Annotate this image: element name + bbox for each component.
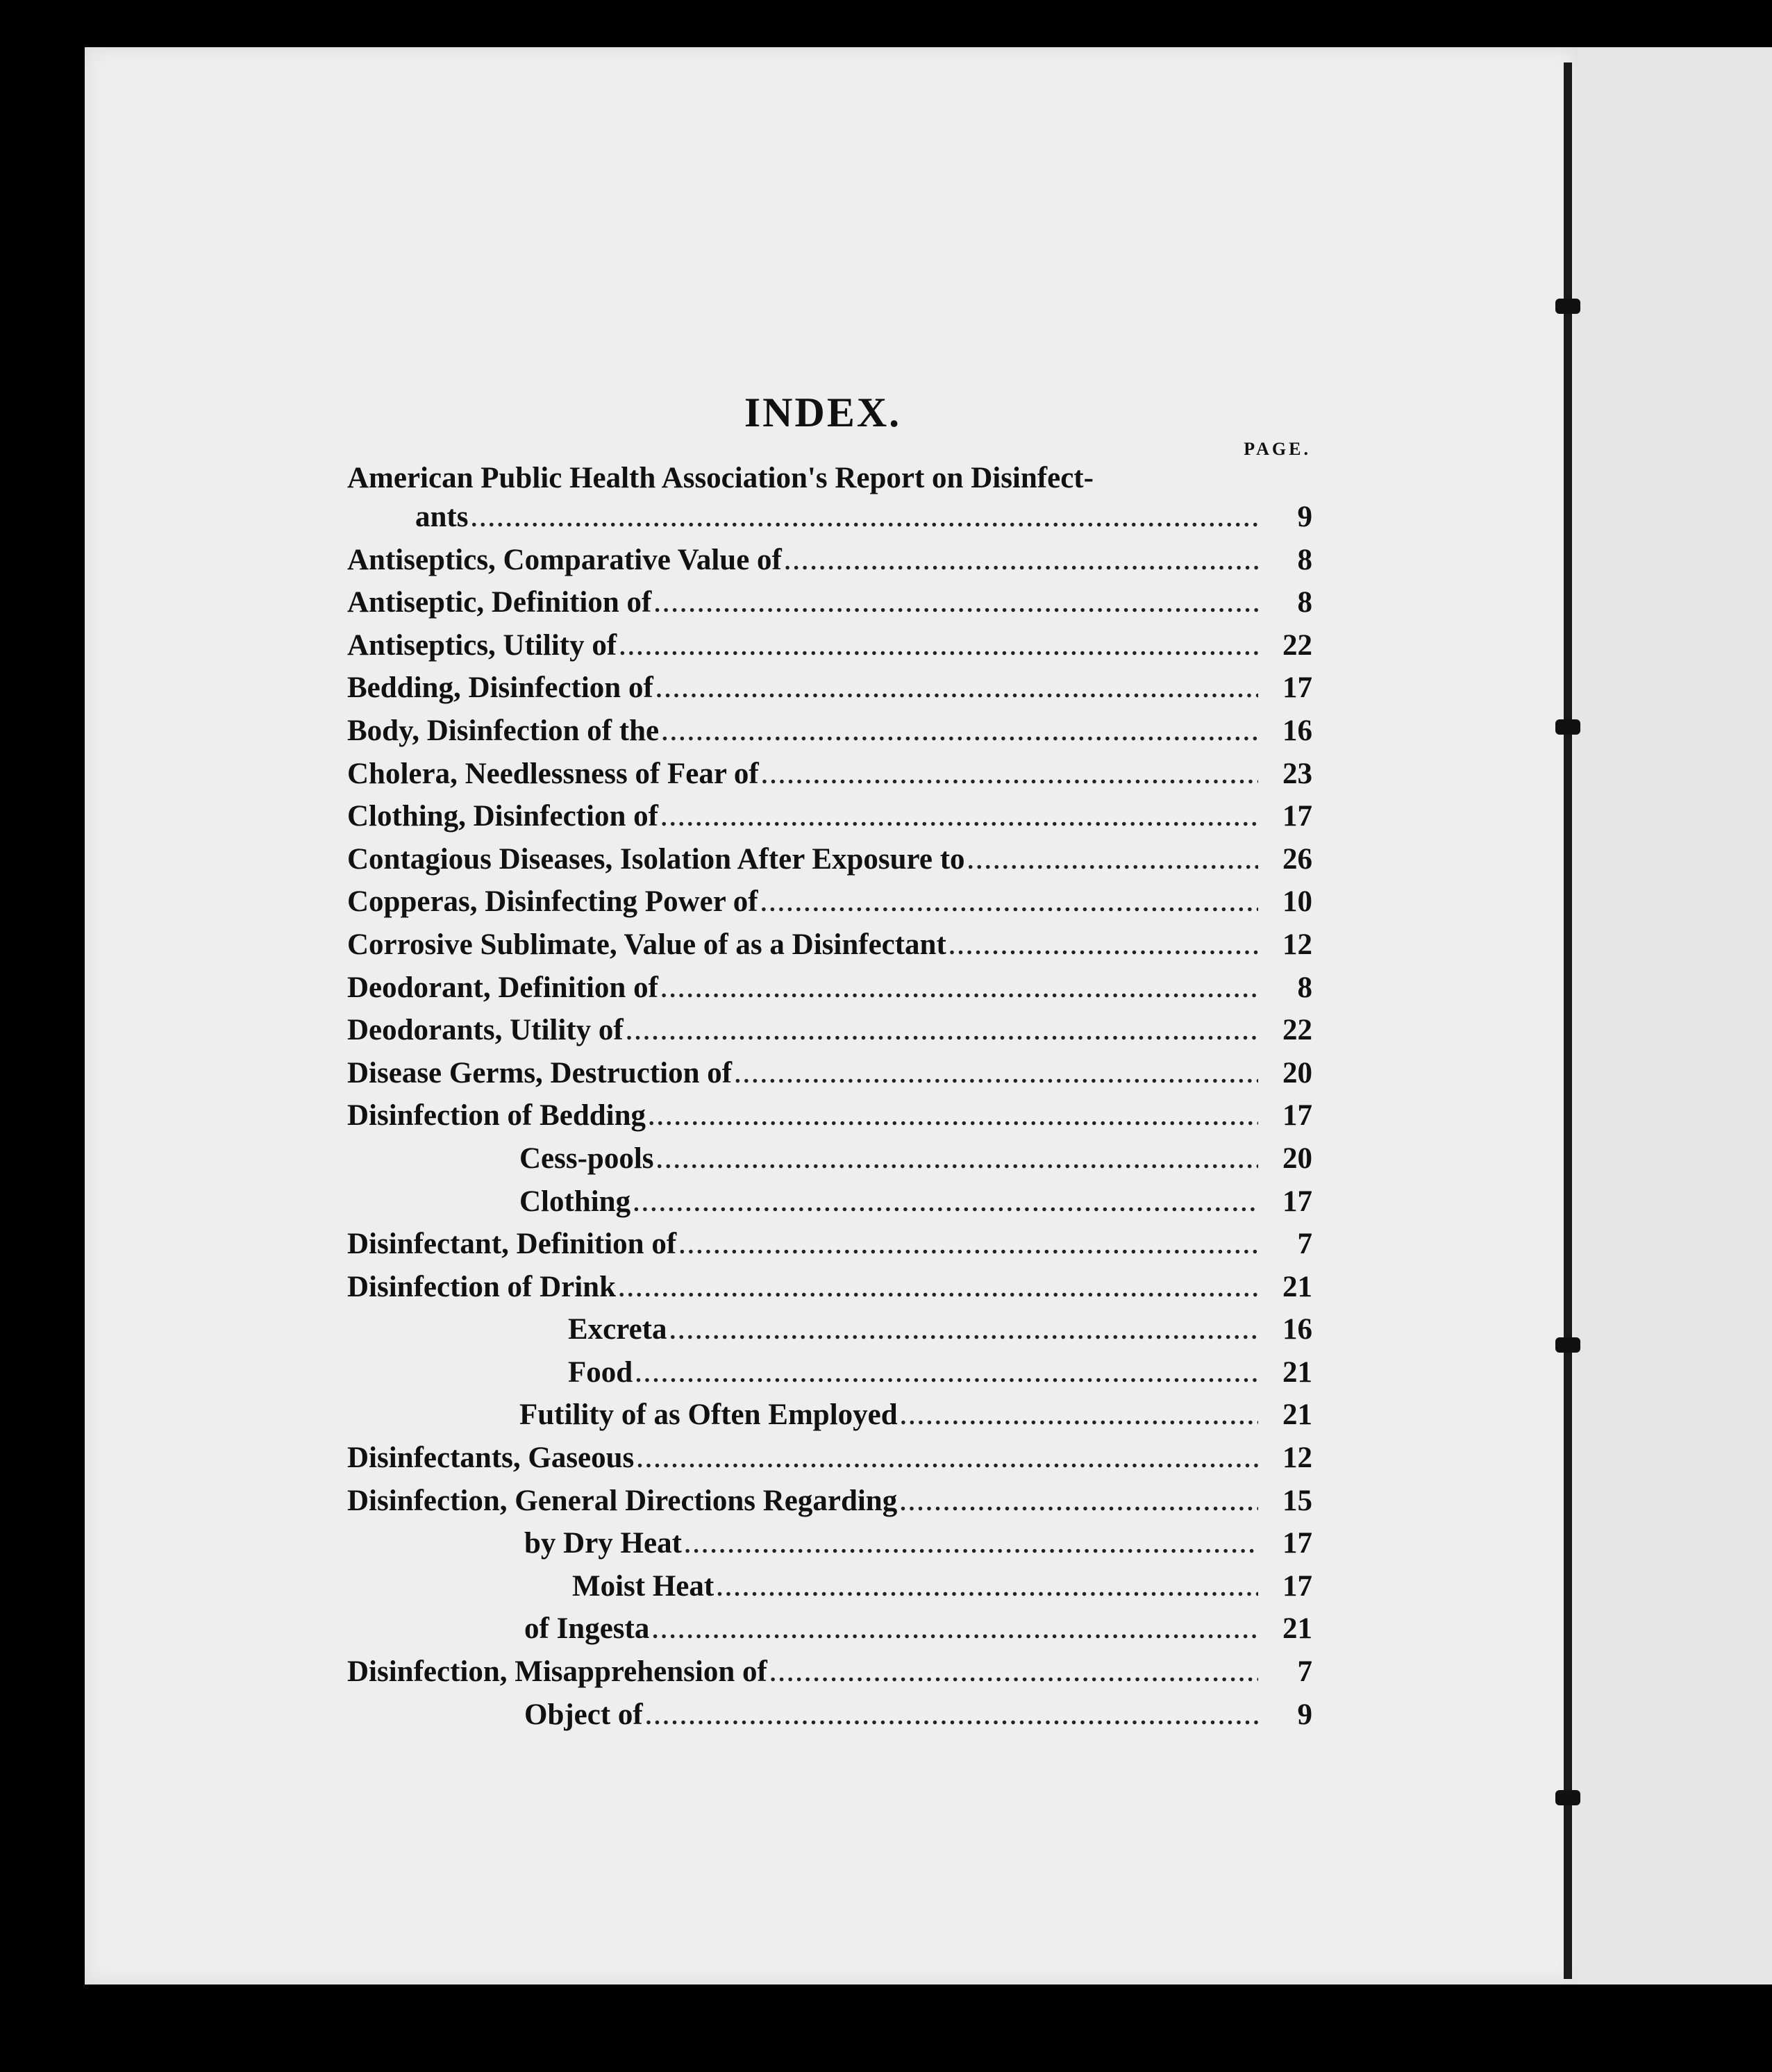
entry-label: Contagious Diseases, Isolation After Exposure to	[347, 842, 965, 876]
entry-page-number: 21	[1282, 1398, 1312, 1432]
index-title: INDEX.	[744, 390, 902, 435]
entry-label: Copperas, Disinfecting Power of	[347, 885, 758, 919]
index-entry	[347, 971, 1312, 1014]
dot-leader	[661, 805, 1258, 832]
index-subentry	[347, 1398, 1312, 1441]
entry-page-number: 12	[1282, 1442, 1312, 1475]
dot-leader	[770, 1661, 1258, 1687]
entry-label: of Ingesta	[524, 1612, 650, 1646]
dot-leader	[900, 1490, 1258, 1517]
entry-label: Excreta	[568, 1313, 667, 1346]
index-subentry	[347, 1355, 1312, 1398]
entry-page-number: 20	[1282, 1056, 1312, 1089]
index-subentry	[347, 1698, 1312, 1741]
index-entry	[347, 714, 1312, 757]
page-column-label: PAGE.	[1244, 439, 1311, 459]
dot-leader	[735, 1062, 1258, 1089]
entry-page-number: 21	[1282, 1612, 1312, 1646]
entry-page-number: 21	[1282, 1270, 1312, 1303]
entry-label: Antiseptics, Comparative Value of	[347, 543, 782, 576]
dot-leader	[685, 1532, 1258, 1559]
dot-leader	[633, 1191, 1258, 1217]
entry-page-number: 7	[1297, 1655, 1312, 1689]
entry-page-number: 10	[1282, 885, 1312, 919]
entry-page-number: 20	[1282, 1142, 1312, 1175]
binding-knot	[1555, 1337, 1580, 1353]
index-entry	[347, 1227, 1312, 1270]
dot-leader	[968, 849, 1258, 875]
dot-leader	[626, 1019, 1258, 1046]
entry-page-number: 21	[1282, 1355, 1312, 1389]
index-entry	[347, 500, 1312, 543]
entry-page-number: 22	[1282, 1014, 1312, 1047]
index-subentry	[347, 1185, 1312, 1228]
entry-label: Bedding, Disinfection of	[347, 671, 653, 705]
dot-leader	[619, 1276, 1258, 1303]
entry-label: Clothing	[519, 1185, 631, 1218]
index-entry	[347, 543, 1312, 586]
entry-label: Disinfection, Misapprehension of	[347, 1655, 767, 1689]
dot-leader	[654, 592, 1258, 618]
index-entry	[347, 1098, 1312, 1142]
entry-page-number: 9	[1297, 501, 1312, 533]
index-entries	[347, 461, 1312, 1740]
entry-label: Deodorants, Utility of	[347, 1014, 624, 1047]
index-entry	[347, 671, 1312, 714]
entry-page-number: 8	[1297, 586, 1312, 619]
entry-label: Disinfectants, Gaseous	[347, 1442, 635, 1475]
entry-page-number: 16	[1282, 714, 1312, 747]
entry-label: Object of	[524, 1698, 643, 1731]
entry-label: Corrosive Sublimate, Value of as a Disinfectant	[347, 928, 946, 961]
index-entry	[347, 1655, 1312, 1698]
entry-label: ants	[415, 501, 469, 533]
entry-page-number: 8	[1297, 971, 1312, 1004]
entry-label: Food	[568, 1355, 633, 1389]
index-entry	[347, 1441, 1312, 1484]
entry-label: American Public Health Association's Report on Disinfect-	[347, 462, 1094, 494]
index-entry	[347, 757, 1312, 800]
entry-page-number: 7	[1297, 1228, 1312, 1261]
entry-page-number: 12	[1282, 928, 1312, 961]
entry-page-number: 17	[1282, 800, 1312, 833]
index-subentry	[347, 1526, 1312, 1569]
entry-label: Clothing, Disinfection of	[347, 800, 658, 833]
binding-knot	[1555, 299, 1580, 314]
binding-knot	[1555, 719, 1580, 735]
entry-label: Cholera, Needlessness of Fear of	[347, 757, 759, 790]
binding-thread	[1564, 62, 1572, 1979]
entry-label: Disease Germs, Destruction of	[347, 1056, 733, 1089]
binding-knot	[1555, 1790, 1580, 1805]
dot-leader	[761, 891, 1258, 917]
entry-page-number: 17	[1282, 671, 1312, 705]
entry-label: Disinfection of Bedding	[347, 1099, 646, 1133]
index-subentry	[347, 1312, 1312, 1355]
index-entry	[347, 461, 1312, 500]
facing-page-edge	[1578, 47, 1772, 1985]
dot-leader	[717, 1576, 1258, 1602]
entry-label: by Dry Heat	[524, 1527, 682, 1560]
entry-label: Body, Disinfection of the	[347, 714, 660, 747]
index-subentry	[347, 1569, 1312, 1612]
dot-leader	[619, 635, 1258, 661]
index-entry	[347, 1056, 1312, 1099]
entry-label: Futility of as Often Employed	[519, 1398, 898, 1432]
entry-page-number: 26	[1282, 842, 1312, 876]
entry-page-number: 17	[1282, 1099, 1312, 1133]
dot-leader	[657, 1148, 1258, 1174]
entry-page-number: 23	[1282, 757, 1312, 790]
entry-label: Disinfectant, Definition of	[347, 1228, 677, 1261]
dot-leader	[949, 934, 1258, 960]
entry-page-number: 16	[1282, 1313, 1312, 1346]
entry-page-number: 17	[1282, 1569, 1312, 1603]
entry-page-number: 15	[1282, 1484, 1312, 1517]
entry-label: Disinfection, General Directions Regarding	[347, 1484, 898, 1517]
entry-page-number: 22	[1282, 628, 1312, 662]
entry-label: Moist Heat	[572, 1569, 714, 1603]
index-entry	[347, 1013, 1312, 1056]
index-entry	[347, 799, 1312, 842]
dot-leader	[901, 1404, 1258, 1430]
index-entry	[347, 1484, 1312, 1527]
dot-leader	[649, 1105, 1258, 1131]
dot-leader	[646, 1704, 1258, 1730]
index-entry	[347, 928, 1312, 971]
index-entry	[347, 585, 1312, 628]
entry-label: Cess-pools	[519, 1142, 654, 1175]
entry-label: Antiseptics, Utility of	[347, 628, 617, 662]
dot-leader	[762, 763, 1258, 789]
entry-label: Antiseptic, Definition of	[347, 586, 652, 619]
dot-leader	[637, 1447, 1258, 1473]
dot-leader	[635, 1362, 1258, 1388]
index-subentry	[347, 1142, 1312, 1185]
entry-label: Disinfection of Drink	[347, 1270, 616, 1303]
dot-leader	[661, 977, 1258, 1003]
entry-page-number: 17	[1282, 1185, 1312, 1218]
dot-leader	[679, 1233, 1258, 1260]
index-entry	[347, 1270, 1312, 1313]
dot-leader	[652, 1618, 1258, 1644]
entry-page-number: 17	[1282, 1527, 1312, 1560]
index-entry	[347, 842, 1312, 885]
entry-page-number: 9	[1297, 1698, 1312, 1731]
entry-label: Deodorant, Definition of	[347, 971, 658, 1004]
dot-leader	[656, 677, 1258, 703]
index-entry	[347, 885, 1312, 928]
dot-leader	[662, 720, 1258, 746]
index-entry	[347, 628, 1312, 671]
entry-page-number: 8	[1297, 543, 1312, 576]
dot-leader	[785, 549, 1258, 576]
dot-leader	[471, 506, 1258, 533]
dot-leader	[669, 1319, 1258, 1345]
index-subentry	[347, 1612, 1312, 1655]
